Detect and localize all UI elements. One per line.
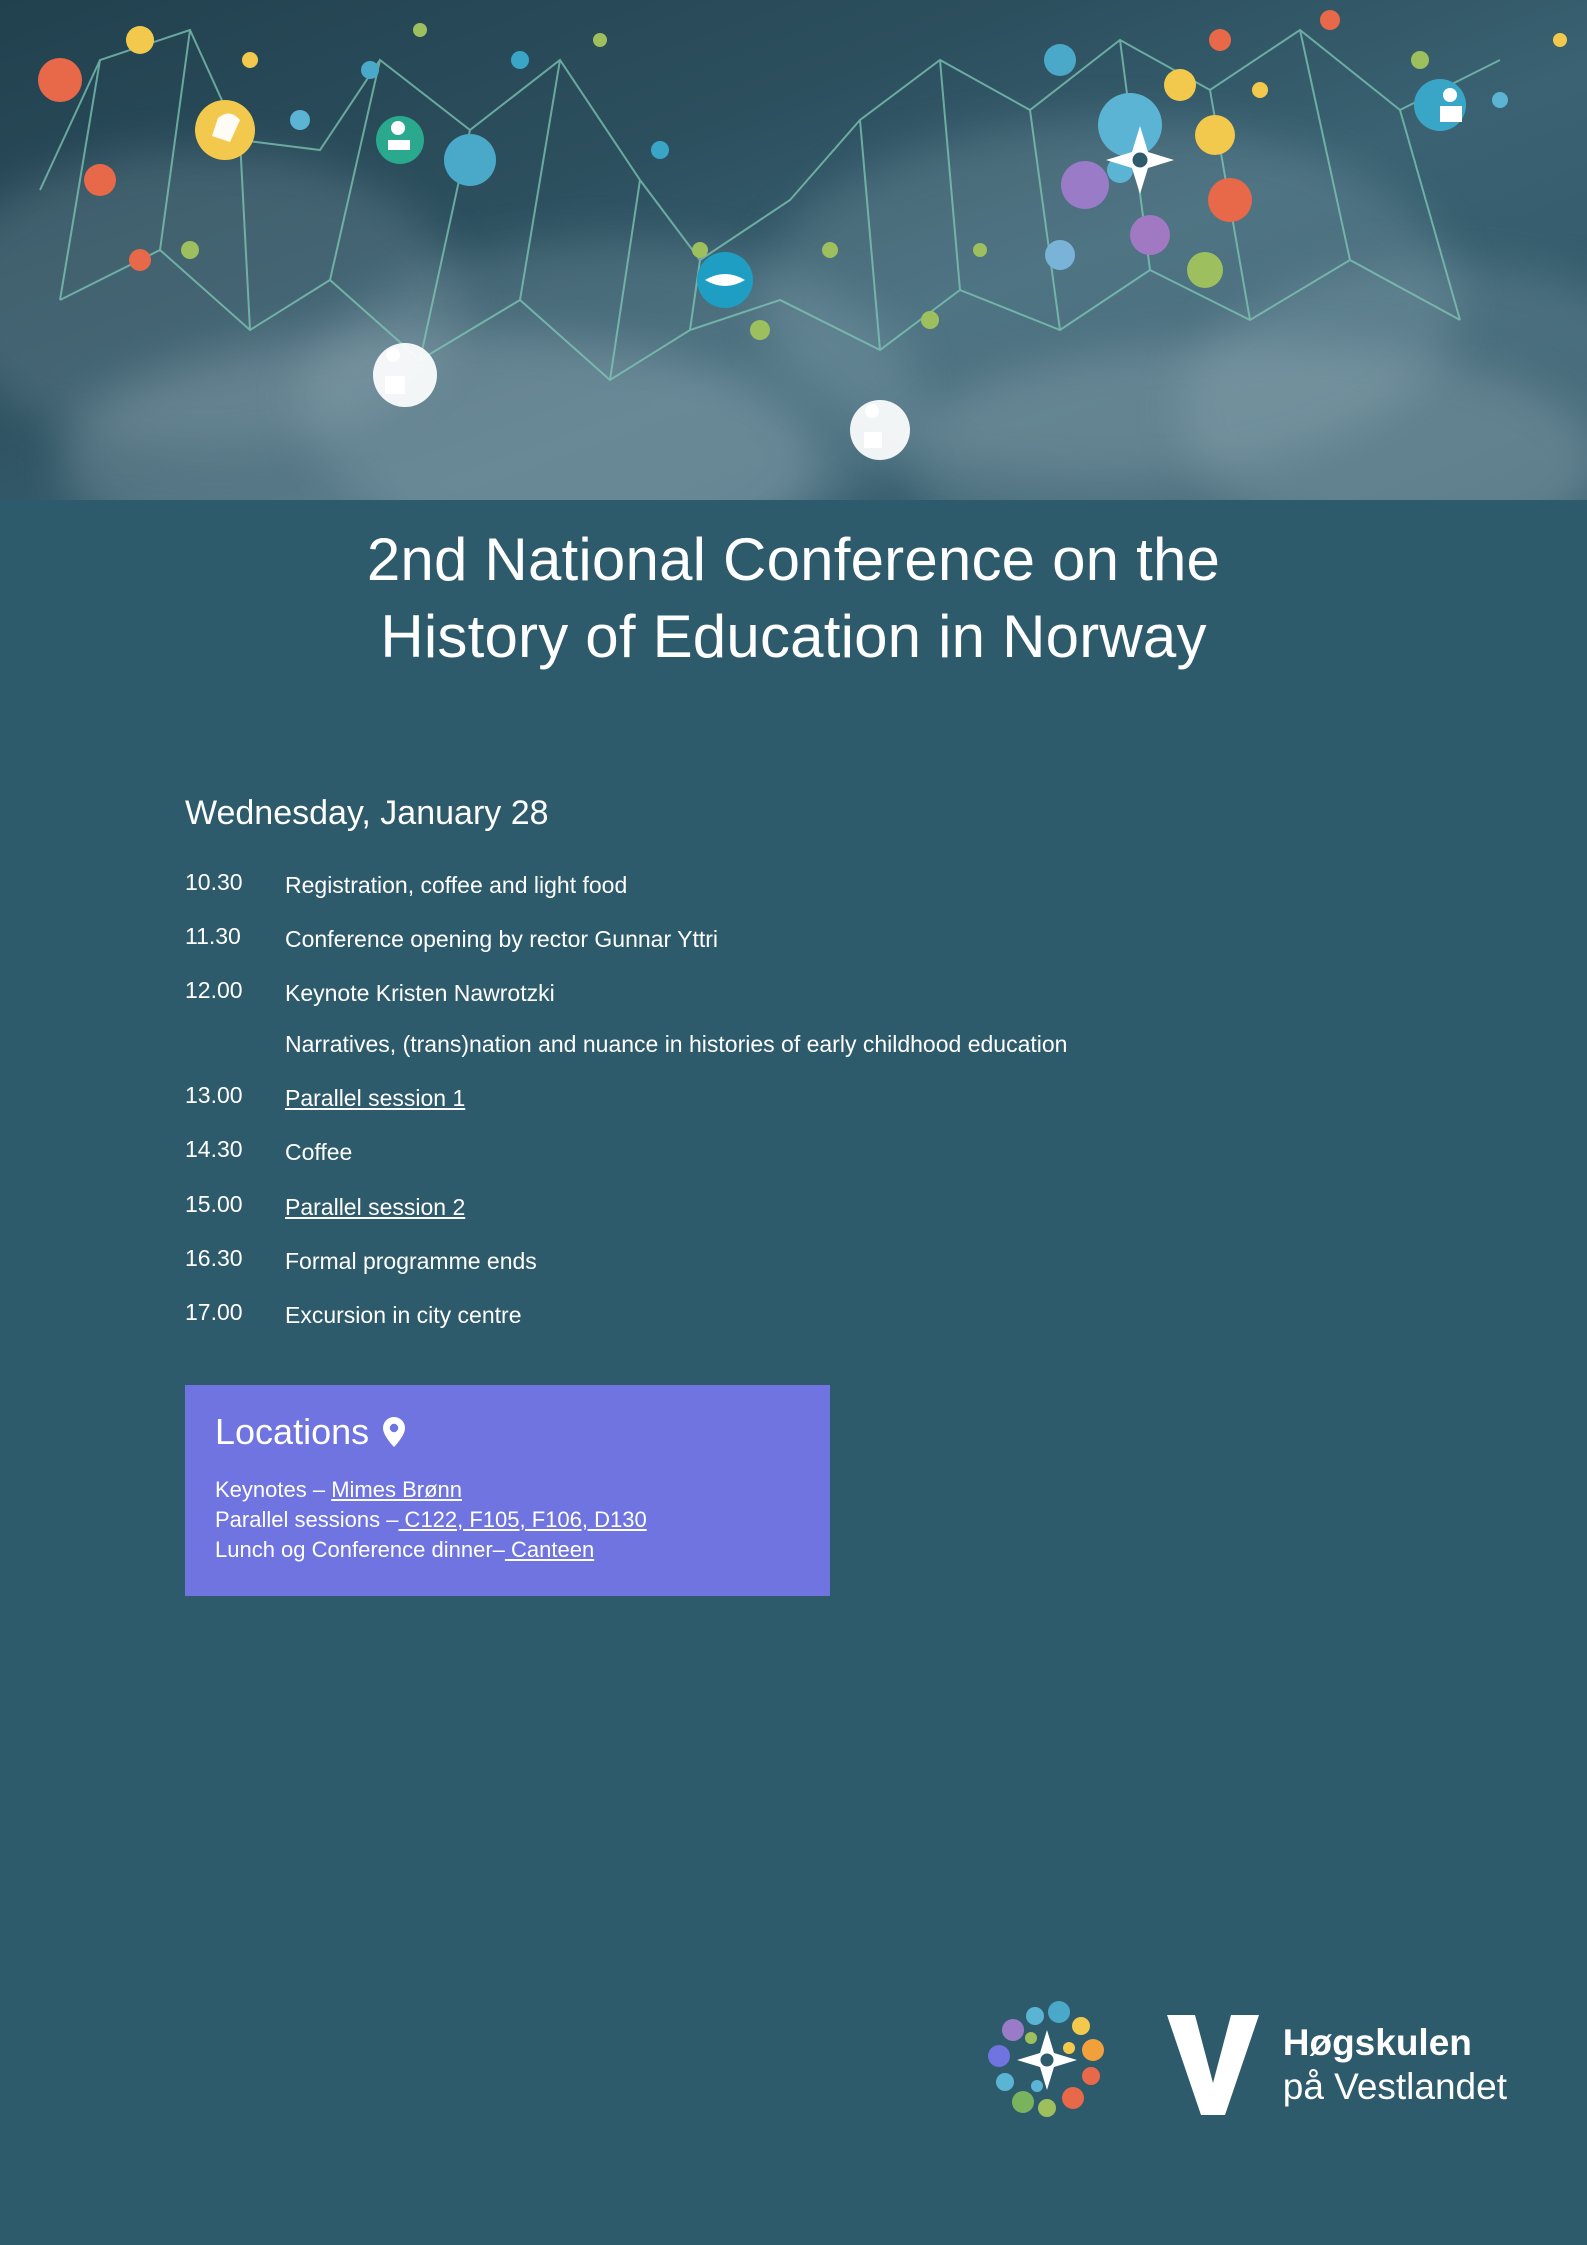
- schedule-row: [185, 1299, 1467, 1332]
- locations-title: Locations: [215, 1410, 370, 1452]
- schedule-text: Keynote Kristen Nawrotzki: [285, 980, 555, 1007]
- schedule-text: Registration, coffee and light food: [285, 871, 628, 898]
- schedule-time: 14.30: [185, 1136, 243, 1163]
- canteen-link[interactable]: Canteen: [504, 1537, 595, 1563]
- schedule-row: [185, 977, 1467, 1010]
- hvl-line-1: Høgskulen: [1282, 2022, 1472, 2064]
- title-line-2: History of Education in Norway: [380, 602, 1207, 670]
- footer-logos: [973, 1990, 1507, 2140]
- locations-line-parallel: [215, 1505, 800, 1535]
- hvl-logo: [1165, 2013, 1507, 2117]
- locations-header: [215, 1411, 800, 1453]
- locations-parallel-label: Parallel sessions –: [215, 1507, 399, 1533]
- hvl-v-mark-icon: [1165, 2013, 1261, 2117]
- page-title: [0, 522, 1587, 676]
- schedule-row: [185, 1082, 1467, 1115]
- schedule-text: Formal programme ends: [285, 1248, 537, 1274]
- locations-keynotes-label: Keynotes –: [215, 1476, 332, 1502]
- locations-line-lunch: [215, 1535, 800, 1565]
- day-heading: Wednesday, January 28: [185, 793, 549, 832]
- hvl-institution-name: [1283, 2021, 1507, 2108]
- mimes-bronn-link[interactable]: Mimes Brønn: [331, 1476, 462, 1502]
- schedule-row: [185, 1191, 1467, 1224]
- schedule-time: 12.00: [185, 977, 243, 1004]
- schedule-time: 11.30: [185, 922, 241, 949]
- locations-lunch-label: Lunch og Conference dinner–: [215, 1537, 505, 1563]
- programme-section: [0, 794, 1587, 1596]
- hvl-line-2: på Vestlandet: [1282, 2066, 1507, 2107]
- room-links[interactable]: C122, F105, F106, D130: [398, 1507, 647, 1533]
- schedule-time: 16.30: [185, 1245, 243, 1271]
- locations-box: [185, 1385, 830, 1596]
- network-graphic: [0, 0, 1587, 500]
- compass-logo-icon: [973, 1990, 1123, 2140]
- schedule-row: [185, 869, 1467, 902]
- schedule-row: [185, 1245, 1467, 1278]
- schedule-time: 15.00: [185, 1190, 243, 1217]
- parallel-session-1-link[interactable]: Parallel session 1: [285, 1084, 466, 1111]
- schedule-text: Coffee: [285, 1139, 353, 1166]
- parallel-session-2-link[interactable]: Parallel session 2: [285, 1193, 466, 1220]
- schedule-time: 10.30: [185, 868, 243, 895]
- schedule-time: 13.00: [185, 1081, 243, 1108]
- schedule-time: 17.00: [185, 1299, 243, 1326]
- schedule-text: Conference opening by rector Gunnar Yttri: [285, 925, 718, 952]
- locations-line-keynotes: [215, 1475, 800, 1505]
- keynote-subtitle: Narratives, (trans)nation and nuance in histories of early childhood education: [285, 1030, 1068, 1057]
- schedule-row: [185, 923, 1467, 956]
- schedule-row: [185, 1136, 1467, 1169]
- header-banner-image: [0, 0, 1587, 500]
- title-line-1: 2nd National Conference on the: [366, 526, 1221, 593]
- map-pin-icon: [383, 1417, 405, 1447]
- schedule-text: Excursion in city centre: [285, 1302, 522, 1329]
